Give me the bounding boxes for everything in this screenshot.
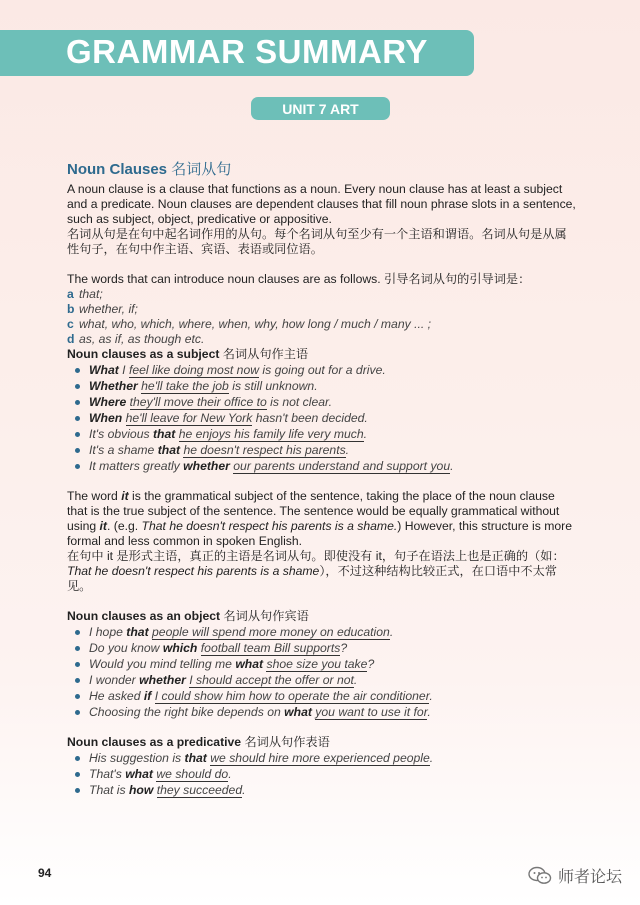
introducer-word-row xyxy=(67,317,577,332)
example-sentence xyxy=(89,750,577,766)
sentence-end: ? xyxy=(367,657,375,671)
introducer-word: that xyxy=(184,751,207,765)
sentence-start: I hope xyxy=(89,625,127,639)
object-examples xyxy=(67,624,577,720)
introducer-word: what xyxy=(125,767,153,781)
noun-clause: our parents understand and support you xyxy=(233,459,451,473)
page-number: 94 xyxy=(38,866,52,880)
it-note-chinese: 在句中 it 是形式主语，真正的主语是名词从句。即使没有 it，句子在语法上也是正确的（如：That he doesn't respect his parents is a shame），不过这种结构比较正式，在口语中不太常见。 xyxy=(67,549,565,593)
watermark-text: 师者论坛 xyxy=(558,869,623,886)
predicative-heading: Noun clauses as a predicative 名词从句作表语 xyxy=(67,735,330,749)
noun-clause: I should accept the offer or not xyxy=(189,673,354,687)
sentence-end: . xyxy=(345,443,350,457)
example-sentence xyxy=(89,410,577,426)
introducer-word: whether xyxy=(139,673,186,687)
noun-clause: football team Bill supports xyxy=(200,641,341,655)
intro-english: A noun clause is a clause that functions as a noun. Every noun clause has at least a subject and a predicate. Noun clauses are dependent clauses that fill noun phrase slots in a sentence, such as subject, object, predicative or appositive. xyxy=(67,182,576,226)
main-content xyxy=(67,162,577,798)
unit-badge: UNIT 7 ART xyxy=(251,97,390,120)
intro-chinese: 名词从句是在句中起名词作用的从句。每个名词从句至少有一个主语和谓语。名词从句是从属性句子，在句中作主语、宾语、表语或同位语。 xyxy=(67,227,567,256)
sentence-end: . xyxy=(242,783,246,797)
example-sentence xyxy=(89,672,577,688)
sentence-start: Choosing the right bike depends on xyxy=(89,705,285,719)
sentence-end: . xyxy=(450,459,454,473)
sentence-end: ? xyxy=(340,641,348,655)
sentence-start: It's a shame xyxy=(89,443,158,457)
noun-clause: you want to use it for xyxy=(315,705,428,719)
watermark xyxy=(528,864,622,887)
section-title: Noun Clauses 名词从句 xyxy=(67,161,232,178)
sentence-end: . xyxy=(353,673,358,687)
list-letter: a xyxy=(67,287,74,301)
introducer-word: that xyxy=(157,443,181,457)
introducer-words: as, as if, as though etc. xyxy=(79,332,205,346)
introducer-word: When xyxy=(89,411,123,425)
predicative-examples xyxy=(67,750,577,798)
object-heading: Noun clauses as an object 名词从句作宾语 xyxy=(67,609,309,623)
noun-clause: they succeeded xyxy=(156,783,243,797)
noun-clause: shoe size you take xyxy=(266,657,368,671)
introducer-word: whether xyxy=(183,459,230,473)
sentence-end: . xyxy=(429,751,434,765)
sentence-end: is going out for a drive. xyxy=(259,363,386,377)
subject-heading: Noun clauses as a subject 名词从句作主语 xyxy=(67,347,309,361)
sentence-end: . xyxy=(363,427,368,441)
introducer-words: whether, if; xyxy=(79,302,138,316)
example-sentence xyxy=(89,656,577,672)
sentence-start: Do you know xyxy=(89,641,163,655)
introducer-word: which xyxy=(162,641,198,655)
noun-clause: he'll take the job xyxy=(141,379,229,393)
list-letter: c xyxy=(67,317,74,331)
sentence-start: That is xyxy=(89,783,129,797)
example-sentence xyxy=(89,766,577,782)
sentence-end: . xyxy=(427,705,431,719)
sentence-start: That's xyxy=(89,767,126,781)
introducer-word-list xyxy=(67,287,577,347)
introducer-words: that; xyxy=(79,287,103,301)
noun-clause: people will spend more money on education xyxy=(152,625,390,639)
example-sentence xyxy=(89,378,577,394)
sentence-end: is not clear. xyxy=(266,395,333,409)
introducer-word: what xyxy=(235,657,264,671)
example-sentence xyxy=(89,624,577,640)
introducer-word: that xyxy=(126,625,149,639)
wechat-icon xyxy=(528,866,552,886)
example-sentence xyxy=(89,426,577,442)
introducer-word-row xyxy=(67,287,577,302)
introducer-word: Where xyxy=(89,395,127,409)
subject-examples xyxy=(67,362,577,474)
example-sentence xyxy=(89,362,577,378)
sentence-end: . xyxy=(389,625,394,639)
example-sentence xyxy=(89,458,577,474)
introducer-word: What xyxy=(89,363,119,377)
sentence-start: Would you mind telling me xyxy=(89,657,236,671)
example-sentence xyxy=(89,782,577,798)
introducer-word-row xyxy=(67,302,577,317)
example-sentence xyxy=(89,640,577,656)
list-letter: b xyxy=(67,302,75,316)
sentence-gap: I xyxy=(118,363,129,377)
page-title: GRAMMAR SUMMARY xyxy=(66,33,428,70)
sentence-end: hasn't been decided. xyxy=(252,411,368,425)
title-banner xyxy=(0,30,474,76)
sentence-start: His suggestion is xyxy=(89,751,185,765)
introducer-words: what, who, which, where, when, why, how long / much / many ... ; xyxy=(79,317,432,331)
sentence-start: It matters greatly xyxy=(89,459,184,473)
example-sentence xyxy=(89,688,577,704)
noun-clause: we should hire more experienced people xyxy=(210,751,430,765)
introducer-word: what xyxy=(284,705,312,719)
introducer-word: Whether xyxy=(89,379,138,393)
sentence-start: He asked xyxy=(89,689,144,703)
list-letter: d xyxy=(67,332,75,346)
sentence-end: is still unknown. xyxy=(228,379,318,393)
introducer-words-intro: The words that can introduce noun clauses are as follows. 引导名词从句的引导词是： xyxy=(67,272,531,286)
example-sentence xyxy=(89,394,577,410)
noun-clause: he enjoys his family life very much xyxy=(178,427,364,441)
introducer-word: how xyxy=(128,783,154,797)
introducer-word-row xyxy=(67,332,577,347)
noun-clause: he'll leave for New York xyxy=(125,411,253,425)
sentence-start: It's obvious xyxy=(89,427,153,441)
sentence-end: . xyxy=(429,689,433,703)
introducer-word: if xyxy=(143,689,152,703)
noun-clause: he doesn't respect his parents xyxy=(183,443,346,457)
introducer-word: that xyxy=(152,427,176,441)
sentence-start: I wonder xyxy=(89,673,140,687)
noun-clause: feel like doing most now xyxy=(128,363,260,377)
sentence-end: . xyxy=(228,767,232,781)
example-sentence xyxy=(89,704,577,720)
noun-clause: I could show him how to operate the air conditioner xyxy=(154,689,430,703)
it-note-english: The word it is the grammatical subject of the sentence, taking the place of the noun clause that is the true subject of the sentence. The sentence would be equally grammatical without using it. (e.g. That he doesn't respect his parents is a shame.) However, this structure is more formal and less common in spoken English. xyxy=(67,489,572,548)
noun-clause: we should do xyxy=(156,767,229,781)
noun-clause: they'll move their office to xyxy=(129,395,267,409)
example-sentence xyxy=(89,442,577,458)
